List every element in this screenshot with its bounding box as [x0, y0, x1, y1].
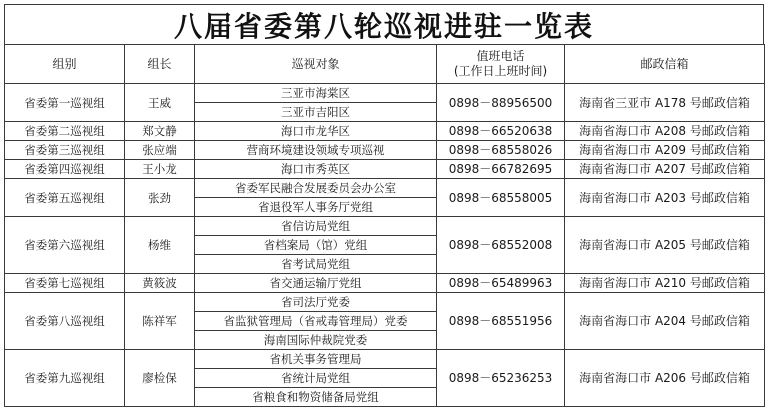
cell-mailbox: 海南省海口市 A204 号邮政信箱 — [565, 293, 765, 350]
cell-mailbox: 海南省海口市 A205 号邮政信箱 — [565, 217, 765, 274]
cell-phone: 0898－65489963 — [437, 274, 565, 293]
cell-group: 省委第一巡视组 — [5, 84, 125, 122]
cell-group: 省委第四巡视组 — [5, 160, 125, 179]
cell-leader: 陈祥军 — [125, 293, 195, 350]
cell-target: 海口市龙华区 — [195, 122, 437, 141]
cell-leader: 王威 — [125, 84, 195, 122]
table-row — [5, 84, 765, 103]
cell-target: 三亚市海棠区 — [195, 84, 437, 103]
header-mailbox: 邮政信箱 — [565, 45, 765, 84]
cell-phone: 0898－68558005 — [437, 179, 565, 217]
table-header-row — [5, 45, 765, 84]
cell-phone: 0898－68558026 — [437, 141, 565, 160]
cell-mailbox: 海南省海口市 A207 号邮政信箱 — [565, 160, 765, 179]
cell-target: 省粮食和物资储备局党组 — [195, 388, 437, 407]
cell-phone: 0898－68551956 — [437, 293, 565, 350]
cell-leader: 杨维 — [125, 217, 195, 274]
cell-mailbox: 海南省海口市 A206 号邮政信箱 — [565, 350, 765, 407]
cell-target: 省退役军人事务厅党组 — [195, 198, 437, 217]
cell-target: 省交通运输厅党组 — [195, 274, 437, 293]
cell-mailbox: 海南省海口市 A210 号邮政信箱 — [565, 274, 765, 293]
header-phone — [437, 45, 565, 84]
inspection-table — [4, 44, 765, 407]
header-phone-line1: 值班电话 — [476, 49, 525, 63]
cell-target: 海口市秀英区 — [195, 160, 437, 179]
cell-phone: 0898－68552008 — [437, 217, 565, 274]
cell-leader: 黄筱波 — [125, 274, 195, 293]
cell-target: 省司法厅党委 — [195, 293, 437, 312]
cell-leader: 廖检保 — [125, 350, 195, 407]
cell-mailbox: 海南省三亚市 A178 号邮政信箱 — [565, 84, 765, 122]
cell-target: 省委军民融合发展委员会办公室 — [195, 179, 437, 198]
cell-group: 省委第三巡视组 — [5, 141, 125, 160]
cell-phone: 0898－88956500 — [437, 84, 565, 122]
inspection-schedule-sheet — [4, 4, 764, 412]
cell-target: 省统计局党组 — [195, 369, 437, 388]
table-row — [5, 350, 765, 369]
cell-group: 省委第九巡视组 — [5, 350, 125, 407]
cell-group: 省委第五巡视组 — [5, 179, 125, 217]
page-title: 八届省委第八轮巡视进驻一览表 — [4, 4, 764, 44]
header-group: 组别 — [5, 45, 125, 84]
cell-group: 省委第二巡视组 — [5, 122, 125, 141]
cell-phone: 0898－65236253 — [437, 350, 565, 407]
cell-phone: 0898－66782695 — [437, 160, 565, 179]
table-row — [5, 179, 765, 198]
cell-target: 海南国际仲裁院党委 — [195, 331, 437, 350]
header-phone-line2: (工作日上班时间) — [453, 64, 548, 78]
cell-target: 省监狱管理局（省戒毒管理局）党委 — [195, 312, 437, 331]
cell-leader: 郑文静 — [125, 122, 195, 141]
cell-leader: 张应端 — [125, 141, 195, 160]
cell-target: 省信访局党组 — [195, 217, 437, 236]
cell-target: 省档案局（馆）党组 — [195, 236, 437, 255]
table-row — [5, 293, 765, 312]
cell-mailbox: 海南省海口市 A203 号邮政信箱 — [565, 179, 765, 217]
cell-target: 三亚市吉阳区 — [195, 103, 437, 122]
table-row — [5, 160, 765, 179]
table-row — [5, 122, 765, 141]
header-leader: 组长 — [125, 45, 195, 84]
cell-target: 省考试局党组 — [195, 255, 437, 274]
table-row — [5, 274, 765, 293]
cell-mailbox: 海南省海口市 A209 号邮政信箱 — [565, 141, 765, 160]
cell-group: 省委第八巡视组 — [5, 293, 125, 350]
table-row — [5, 141, 765, 160]
cell-target: 省机关事务管理局 — [195, 350, 437, 369]
cell-mailbox: 海南省海口市 A208 号邮政信箱 — [565, 122, 765, 141]
cell-leader: 王小龙 — [125, 160, 195, 179]
table-body — [5, 84, 765, 407]
cell-group: 省委第六巡视组 — [5, 217, 125, 274]
cell-group: 省委第七巡视组 — [5, 274, 125, 293]
cell-phone: 0898－66520638 — [437, 122, 565, 141]
header-target: 巡视对象 — [195, 45, 437, 84]
cell-target: 营商环境建设领域专项巡视 — [195, 141, 437, 160]
table-row — [5, 217, 765, 236]
cell-leader: 张劲 — [125, 179, 195, 217]
